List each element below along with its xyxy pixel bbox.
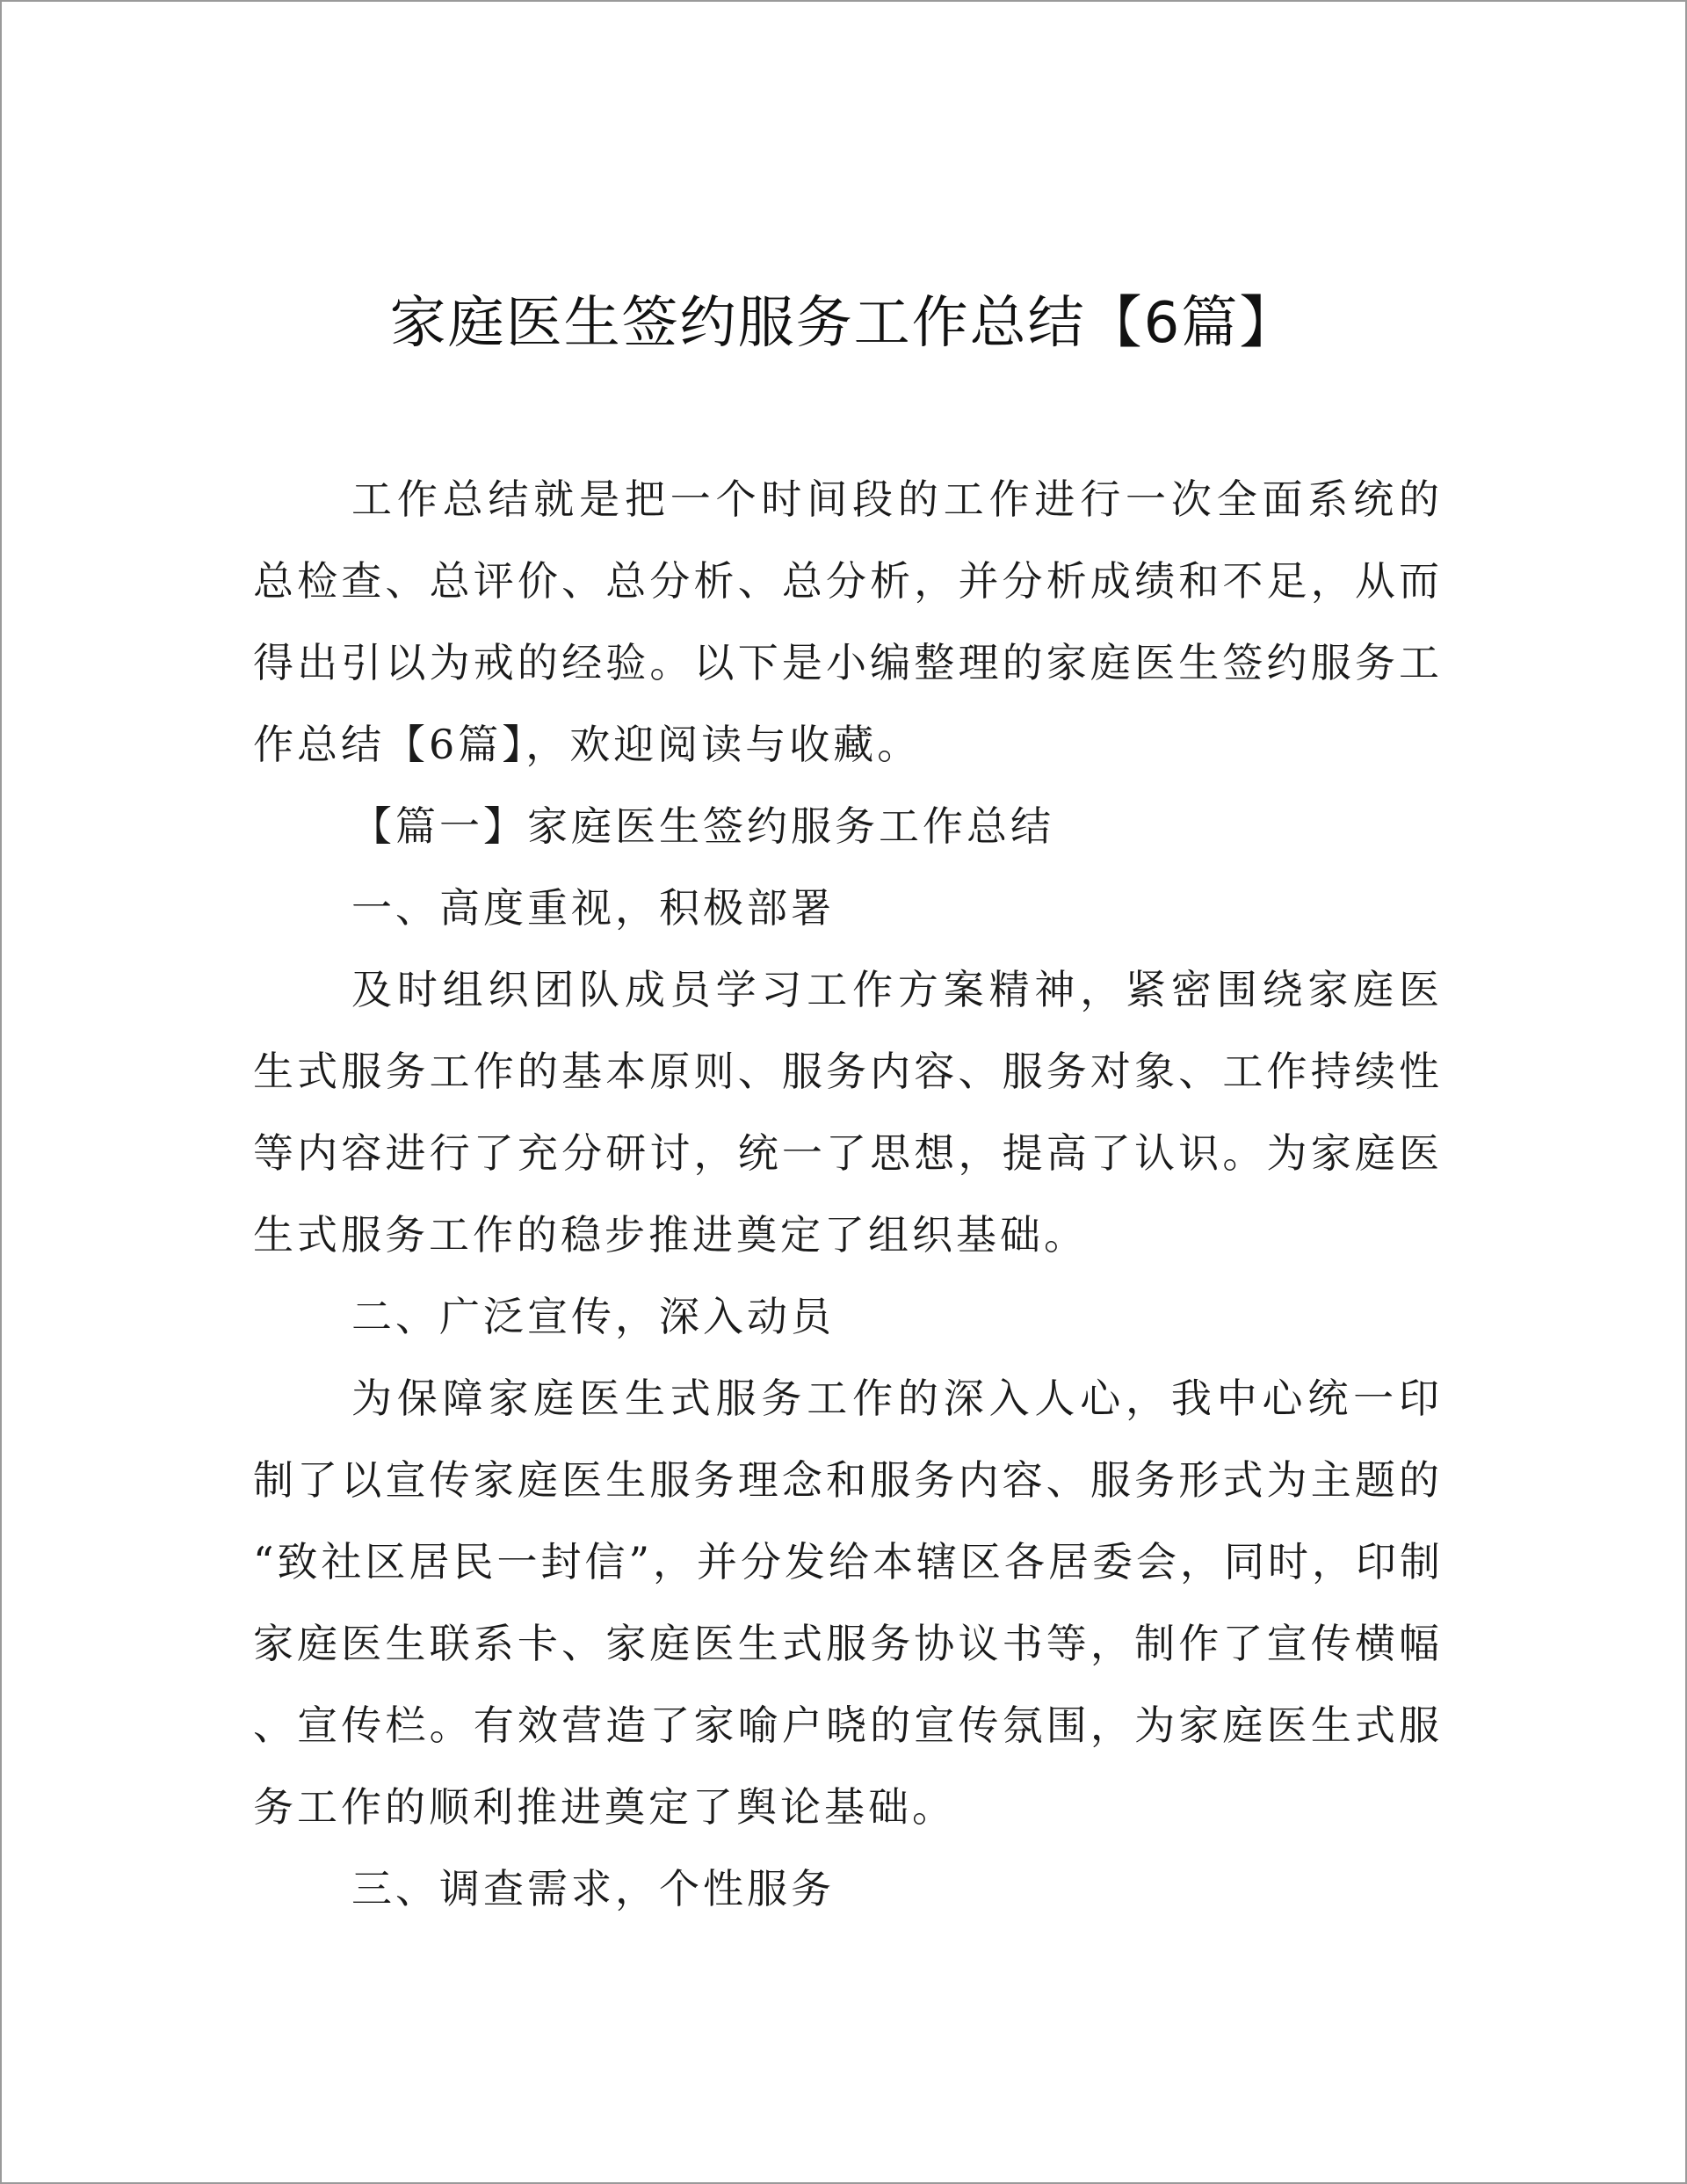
paragraph-line: 工作总结就是把一个时间段的工作进行一次全面系统的 <box>351 475 1443 523</box>
subsection-heading: 二、广泛宣传，深入动员 <box>351 1293 835 1340</box>
paragraph-line: 及时组织团队成员学习工作方案精神，紧密围绕家庭医 <box>351 966 1443 1013</box>
document-body <box>253 459 1443 1930</box>
paragraph-line: 制了以宣传家庭医生服务理念和服务内容、服务形式为主题的 <box>253 1456 1443 1504</box>
paragraph-line: 生式服务工作的稳步推进奠定了组织基础。 <box>253 1211 1088 1259</box>
paragraph-line: 总检查、总评价、总分析、总分析，并分析成绩和不足，从而 <box>253 557 1443 605</box>
paragraph-line: “致社区居民一封信”，并分发给本辖区各居委会，同时，印制 <box>253 1538 1444 1585</box>
paragraph-line: 等内容进行了充分研讨，统一了思想，提高了认识。为家庭医 <box>253 1129 1443 1177</box>
document-title: 家庭医生签约服务工作总结【6篇】 <box>389 291 1298 356</box>
paragraph-line: 务工作的顺利推进奠定了舆论基础。 <box>253 1783 956 1831</box>
paragraph-line: 、宣传栏。有效营造了家喻户晓的宣传氛围，为家庭医生式服 <box>253 1701 1443 1749</box>
section-heading: 【篇一】家庭医生签约服务工作总结 <box>351 802 1054 850</box>
subsection-heading: 三、调查需求，个性服务 <box>351 1865 835 1912</box>
paragraph-line: 作总结【6篇】，欢迎阅读与收藏。 <box>253 721 922 768</box>
paragraph-line: 家庭医生联系卡、家庭医生式服务协议书等，制作了宣传横幅 <box>253 1620 1443 1667</box>
subsection-heading: 一、高度重视，积极部署 <box>351 884 835 932</box>
paragraph-line: 得出引以为戒的经验。以下是小编整理的家庭医生签约服务工 <box>253 639 1443 686</box>
paragraph-line: 为保障家庭医生式服务工作的深入人心，我中心统一印 <box>351 1375 1443 1422</box>
paragraph-line: 生式服务工作的基本原则、服务内容、服务对象、工作持续性 <box>253 1048 1443 1095</box>
